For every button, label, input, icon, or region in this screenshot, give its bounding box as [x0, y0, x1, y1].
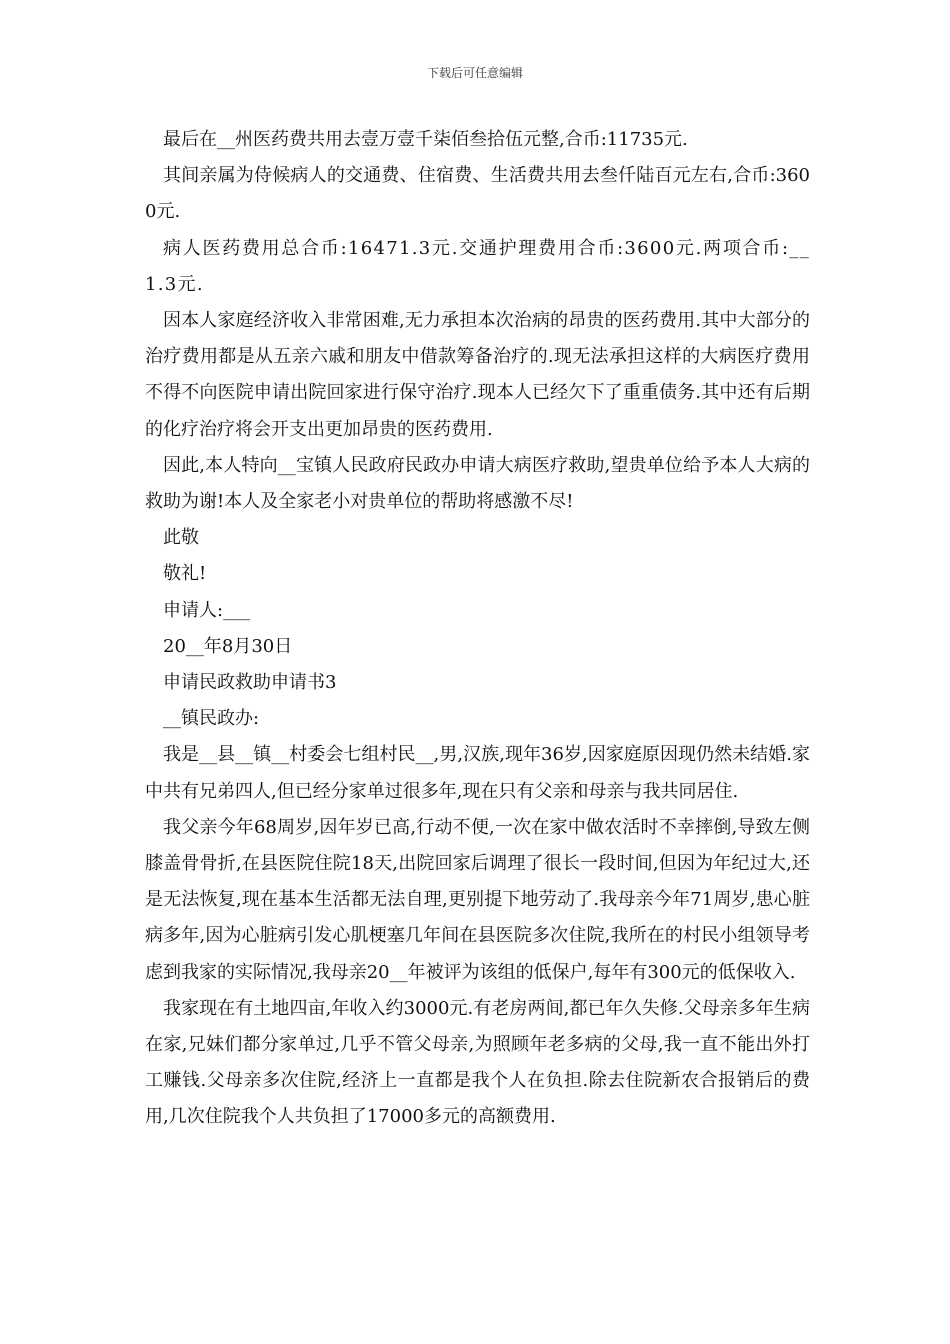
paragraph-request: 因此,本人特向__宝镇人民政府民政办申请大病医疗救助,望贵单位给予本人大病的救助为谢!本人及全家老小对贵单位的帮助将感激不尽!	[145, 454, 810, 513]
paragraph-applicant-intro: 我是__县__镇__村委会七组村民__,男,汉族,现年36岁,因家庭原因现仍然未结婚.家中共有兄弟四人,但已经分家单过很多年,现在只有父亲和母亲与我共同居住.	[145, 744, 810, 802]
paragraph-family-expenses: 其间亲属为侍候病人的交通费、住宿费、生活费共用去叁仟陆百元左右,合币:3600元.	[145, 165, 810, 223]
paragraph-total-cost: 病人医药费用总合币:16471.3元.交通护理费用合币:3600元.两项合币:__1.3元.	[145, 237, 810, 295]
recipient-line: __镇民政办:	[163, 708, 260, 730]
paragraph-financial-hardship: 因本人家庭经济收入非常困难,无力承担本次治病的昂贵的医药费用.其中大部分的治疗费用都是从五亲六戚和朋友中借款筹备治疗的.现无法承担这样的大病医疗费用不得不向医院申请出院回家进行保守治疗.现本人已经欠下了重重债务.其中还有后期的化疗治疗将会开支出更加昂贵的医药费用.	[145, 310, 810, 440]
paragraph-parents-health: 我父亲今年68周岁,因年岁已高,行动不便,一次在家中做农活时不幸摔倒,导致左侧膝盖骨骨折,在县医院住院18天,出院回家后调理了很长一段时间,但因为年纪过大,还是无法恢复,现在基本生活都无法自理,更别提下地劳动了.我母亲今年71周岁,患心脏病多年,因为心脏病引发心肌梗塞几年间在县医院多次住院,我所在的村民小组领导考虑到我家的实际情况,我母亲20__年被评为该组的低保户,每年有300元的低保收入.	[145, 816, 810, 983]
application-date: 20__年8月30日	[163, 635, 293, 657]
applicant-signature: 申请人:___	[163, 599, 251, 621]
section-title: 申请民政救助申请书3	[163, 672, 337, 694]
closing-salutation: 此敬	[163, 527, 199, 549]
paragraph-household-income: 我家现在有土地四亩,年收入约3000元.有老房两间,都已年久失修.父母亲多年生病在家,兄妹们都分家单过,几乎不管父母亲,为照顾年老多病的父母,我一直不能出外打工赚钱.父母亲多次住院,经济上一直都是我个人在负担.除去住院新农合报销后的费用,几次住院我个人共负担了17000多元的高额费用.	[145, 997, 810, 1128]
closing-regards: 敬礼!	[163, 563, 207, 585]
page-header: 下载后可任意编辑	[426, 66, 523, 80]
paragraph-medical-cost: 最后在__州医药费共用去壹万壹千柒佰叁拾伍元整,合币:11735元.	[163, 129, 688, 150]
document-body	[145, 122, 810, 1136]
